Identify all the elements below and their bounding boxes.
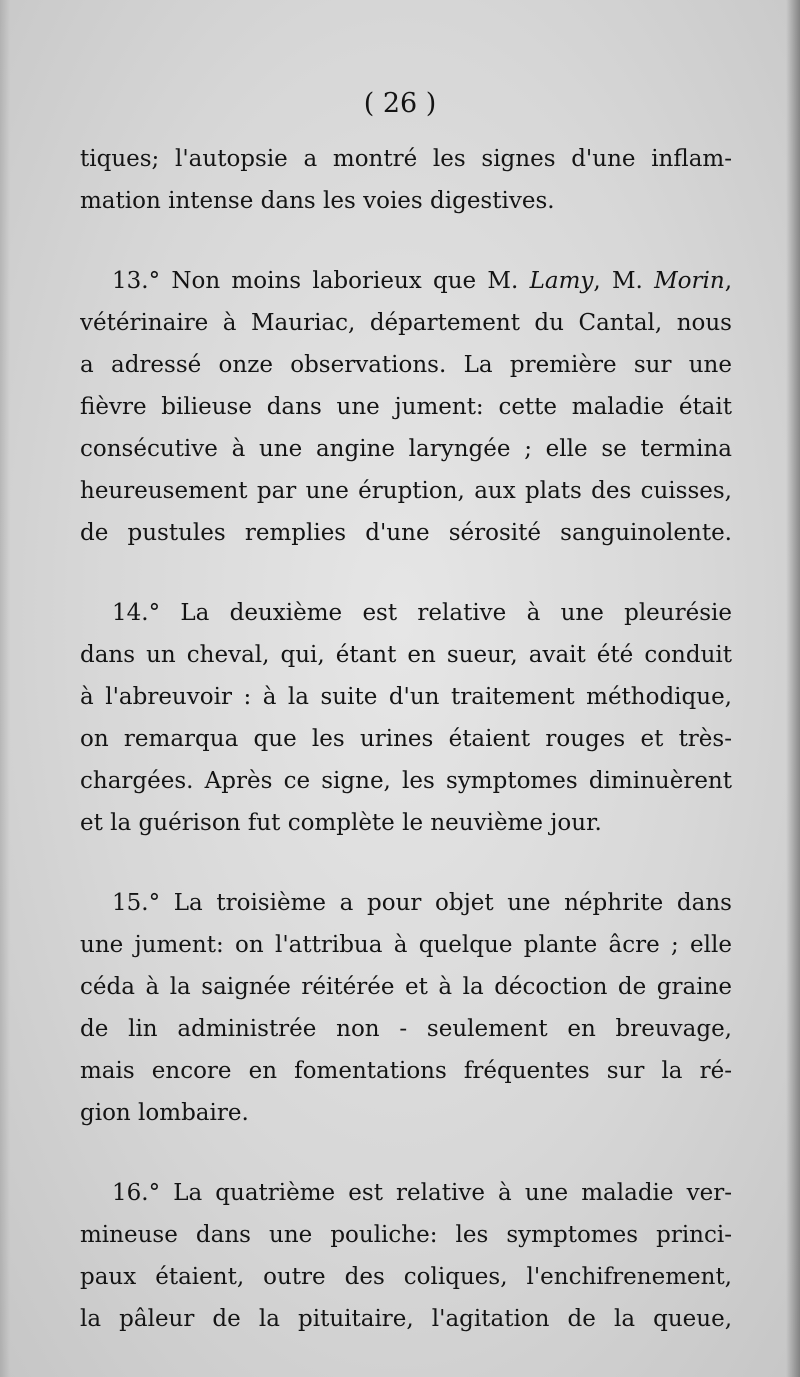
text-line: tiques; l'autopsie a montré les signes d'une inflam-: [80, 146, 732, 172]
text-line: et la guérison fut complète le neuvième jour.: [80, 810, 602, 836]
text-line: fièvre bilieuse dans une jument: cette maladie était: [80, 394, 732, 420]
paragraph-first-line: 15.° La troisième a pour objet une néphrite dans: [112, 890, 732, 916]
text-line: on remarqua que les urines étaient rouges et très-: [80, 726, 732, 752]
text-line: la pâleur de la pituitaire, l'agitation de la queue,: [80, 1306, 732, 1332]
text-run: , M.: [593, 268, 655, 294]
italic-name-lamy: Lamy: [529, 268, 594, 294]
text-line: paux étaient, outre des coliques, l'enchifrenement,: [80, 1264, 732, 1290]
text-run: ,: [724, 268, 732, 294]
text-line: céda à la saignée réitérée et à la décoction de graine: [80, 974, 732, 1000]
page-right-shadow: [786, 0, 800, 1377]
text-line: consécutive à une angine laryngée ; elle se termina: [80, 436, 732, 462]
paragraph-first-line: 16.° La quatrième est relative à une maladie ver-: [112, 1180, 732, 1206]
text-line: gion lombaire.: [80, 1100, 249, 1126]
italic-name-morin: Morin: [654, 268, 725, 294]
page-number: ( 26 ): [363, 88, 437, 119]
paragraph-first-line: [80, 260, 732, 302]
body-text: [80, 138, 732, 1340]
text-line: dans un cheval, qui, étant en sueur, avait été conduit: [80, 642, 732, 668]
text-line: a adressé onze observations. La première sur une: [80, 352, 732, 378]
text-line: vétérinaire à Mauriac, département du Cantal, nous: [80, 310, 732, 336]
text-line: heureusement par une éruption, aux plats des cuisses,: [80, 478, 732, 504]
text-line: chargées. Après ce signe, les symptomes diminuèrent: [80, 768, 732, 794]
text-line: une jument: on l'attribua à quelque plante âcre ; elle: [80, 932, 732, 958]
page-left-shadow: [0, 0, 10, 1377]
text-line: de pustules remplies d'une sérosité sanguinolente.: [80, 520, 732, 546]
paragraph-first-line: 14.° La deuxième est relative à une pleurésie: [112, 600, 732, 626]
text-run: 13.° Non moins laborieux que M.: [112, 268, 530, 294]
text-line: de lin administrée non - seulement en breuvage,: [80, 1016, 732, 1042]
text-line: mineuse dans une pouliche: les symptomes princi-: [80, 1222, 732, 1248]
text-line: mais encore en fomentations fréquentes sur la ré-: [80, 1058, 732, 1084]
text-line: à l'abreuvoir : à la suite d'un traitement méthodique,: [80, 684, 732, 710]
text-line: mation intense dans les voies digestives.: [80, 188, 555, 214]
